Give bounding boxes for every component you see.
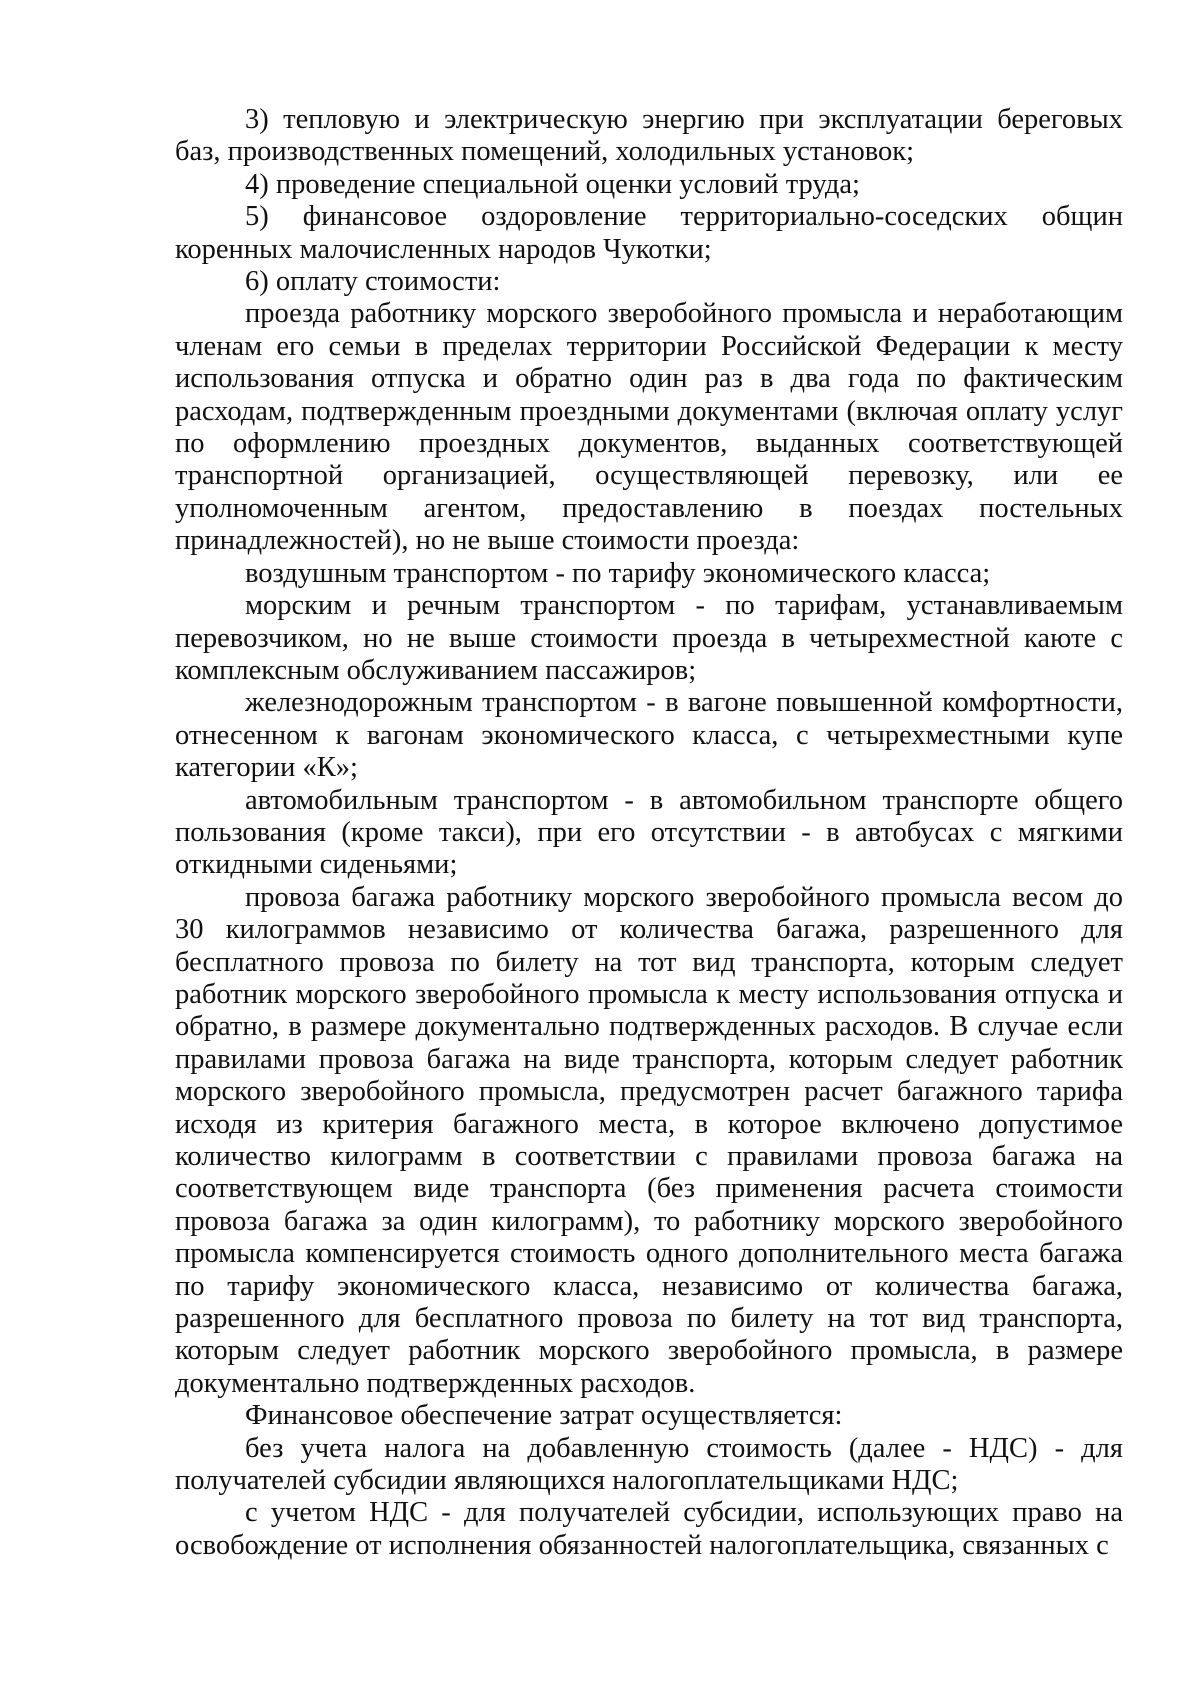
paragraph-financing-intro: Финансовое обеспечение затрат осуществляется: [245, 1400, 843, 1432]
paragraph-item-6-payment: 6) оплату стоимости: [245, 266, 501, 298]
paragraph-without-vat: без учета налога на добавленную стоимость (далее - НДС) - для получателей субсидии являющихся налогоплательщиками НДС; [175, 1432, 1123, 1497]
paragraph-rail-transport: железнодорожным транспортом - в вагоне повышенной комфортности, отнесенном к вагонам экономического класса, с четырехместными купе категории «К»; [175, 687, 1123, 784]
paragraph-travel: проезда работнику морского зверобойного промысла и неработающим членам его семьи в пределах территории Российской Федерации к месту использования отпуска и обратно один раз в два года по фактическим расходам, подтвержденным проездными документами (включая оплату услуг по оформлению проездных документов, выданных соответствующей транспортной организацией, осуществляющей перевозку, или ее уполномоченным агентом, предоставлению в поездах постельных принадлежностей), но не выше стоимости проезда: [175, 298, 1123, 557]
paragraph-item-5-financial-recovery: 5) финансовое оздоровление территориально-соседских общин коренных малочисленных народов Чукотки; [175, 201, 1123, 265]
paragraph-air-transport: воздушным транспортом - по тарифу экономического класса; [245, 557, 991, 589]
paragraph-with-vat: с учетом НДС - для получателей субсидии, использующих право на освобождение от исполнения обязанностей налогоплательщика, связанных с [175, 1497, 1123, 1561]
paragraph-item-4-labor-assessment: 4) проведение специальной оценки условий труда; [245, 168, 860, 200]
document-page [175, 104, 1123, 1562]
paragraph-item-3-energy: 3) тепловую и электрическую энергию при эксплуатации береговых баз, производственных помещений, холодильных установок; [175, 104, 1123, 168]
paragraph-baggage: провоза багажа работнику морского зверобойного промысла весом до 30 килограммов независимо от количества багажа, разрешенного для бесплатного провоза по билету на тот вид транспорта, которым следует работник морского зверобойного промысла к месту использования отпуска и обратно, в размере документально подтвержденных расходов. В случае если правилами провоза багажа на виде транспорта, которым следует работник морского зверобойного промысла, предусмотрен расчет багажного тарифа исходя из критерия багажного места, в которое включено допустимое количество килограмм в соответствии с правилами провоза багажа на соответствующем виде транспорта (без применения расчета стоимости провоза багажа за один килограмм), то работнику морского зверобойного промысла компенсируется стоимость одного дополнительного места багажа по тарифу экономического класса, независимо от количества багажа, разрешенного для бесплатного провоза по билету на тот вид транспорта, которым следует работник морского зверобойного промысла, в размере документально подтвержденных расходов. [175, 881, 1123, 1399]
paragraph-sea-river-transport: морским и речным транспортом - по тарифам, устанавливаемым перевозчиком, но не выше стоимости проезда в четырехместной каюте с комплексным обслуживанием пассажиров; [175, 590, 1123, 686]
paragraph-road-transport: автомобильным транспортом - в автомобильном транспорте общего пользования (кроме такси), при его отсутствии - в автобусах с мягкими откидными сиденьями; [175, 784, 1123, 881]
